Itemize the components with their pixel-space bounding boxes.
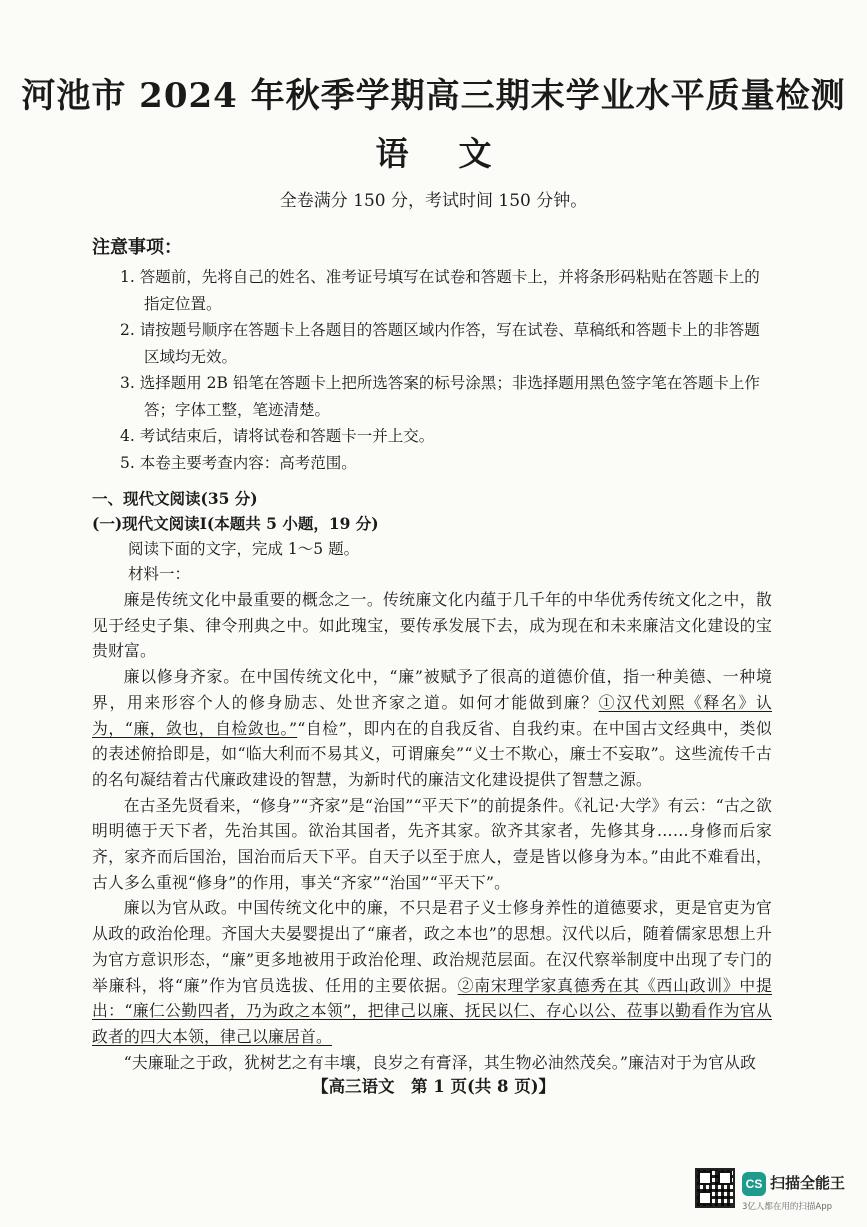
qr-code-icon <box>695 1168 735 1208</box>
notice-item: 2. 请按题号顺序在答题卡上各题目的答题区域内作答，写在试卷、草稿纸和答题卡上的非答题区域均无效。 <box>120 321 760 366</box>
passage-text: 廉以为官从政。中国传统文化中的廉，不只是君子义士修身养性的道德要求，更是官吏为官从政的政治伦理。齐国大夫晏婴提出了“廉者，政之本也”的思想。汉代以后，随着儒家思想上升为官方意识形态，“廉”更多地被用于政治伦理、政治规范层面。在汉代察举制度中出现了专门的举廉科，将“廉”作为官员选拔、任用的主要依据。 <box>92 898 772 995</box>
notice-item: 3. 选择题用 2B 铅笔在答题卡上把所选答案的标号涂黑；非选择题用黑色签字笔在答题卡上作答；字体工整，笔迹清楚。 <box>120 374 760 419</box>
underlined-sentence-1: ①汉代刘熙《释名》认为，“廉，敛也，自检敛也。” <box>92 692 772 738</box>
notice-item: 1. 答题前，先将自己的姓名、准考证号填写在试卷和答题卡上，并将条形码粘贴在答题卡上的指定位置。 <box>120 268 760 313</box>
notice-list <box>120 264 770 476</box>
passage-paragraph: 廉是传统文化中最重要的概念之一。传统廉文化内蕴于几千年的中华优秀传统文化之中，散见于经史子集、律令刑典之中。如此瑰宝，要传承发展下去，成为现在和未来廉洁文化建设的宝贵财富。 <box>92 590 772 661</box>
section-heading: 一、现代文阅读(35 分) <box>92 489 258 508</box>
passage-paragraph: 在古圣先贤看来，“修身”“齐家”是“治国”“平天下”的前提条件。《礼记·大学》有云：“古之欲明明德于天下者，先治其国。欲治其国者，先齐其家。欲齐其家者，先修其身……身修而后家齐，家齐而后国治，国治而后天下平。自天子以至于庶人，壹是皆以修身为本。”由此不难看出，古人多么重视“修身”的作用，事关“齐家”“治国”“平天下”。 <box>92 795 772 892</box>
underlined-sentence-2: ②南宋理学家真德秀在其《西山政训》中提出：“廉仁公勤四者，乃为政之本领”，把律己以廉、抚民以仁、存心以公、莅事以勤看作为官从政者的四大本领，律己以廉居首。 <box>92 975 772 1046</box>
notice-title: 注意事项： <box>92 237 182 258</box>
notice-item: 4. 考试结束后，请将试卷和答题卡一并上交。 <box>120 427 435 445</box>
scanner-app-name: 扫描全能王 <box>770 1174 846 1192</box>
page-footer: 【高三语文 第 1 页(共 8 页)】 <box>311 1077 556 1096</box>
passage-paragraph <box>92 664 772 793</box>
passage-paragraph: “夫廉耻之于政，犹树艺之有丰壤，良岁之有膏泽，其生物必油然茂矣。”廉洁对于为官从政 <box>123 1052 757 1072</box>
passage-text: 廉以修身齐家。在中国传统文化中，“廉”被赋予了很高的道德价值，指一种美德、一种境界，用来形容个人的修身励志、处世齐家之道。如何才能做到廉？ <box>92 667 772 712</box>
subject-title: 语文 <box>375 134 542 173</box>
reading-instruction: 阅读下面的文字，完成 1～5 题。 <box>128 540 360 558</box>
passage-body <box>92 587 772 1075</box>
material-label: 材料一： <box>128 565 191 583</box>
subsection-heading: (一)现代文阅读Ⅰ(本题共 5 小题，19 分) <box>92 514 379 533</box>
notice-item: 5. 本卷主要考查内容：高考范围。 <box>120 453 357 472</box>
exam-title: 河池市 2024 年秋季学期高三期末学业水平质量检测 <box>21 76 846 116</box>
scanner-app-tagline: 3亿人都在用的扫描App <box>742 1202 833 1212</box>
passage-text: “自检”，即内在的自我反省、自我约束。在中国古文经典中，类似的表述俯拾即是，如“临大利而不易其义，可谓廉矣”“义士不欺心，廉士不妄取”。这些流传千古的名句凝结着古代廉政建设的智慧，为新时代的廉洁文化建设提供了智慧之源。 <box>92 718 772 789</box>
score-info: 全卷满分 150 分，考试时间 150 分钟。 <box>279 191 588 211</box>
passage-paragraph <box>92 895 772 1049</box>
camscanner-logo-icon: CS <box>742 1172 766 1196</box>
